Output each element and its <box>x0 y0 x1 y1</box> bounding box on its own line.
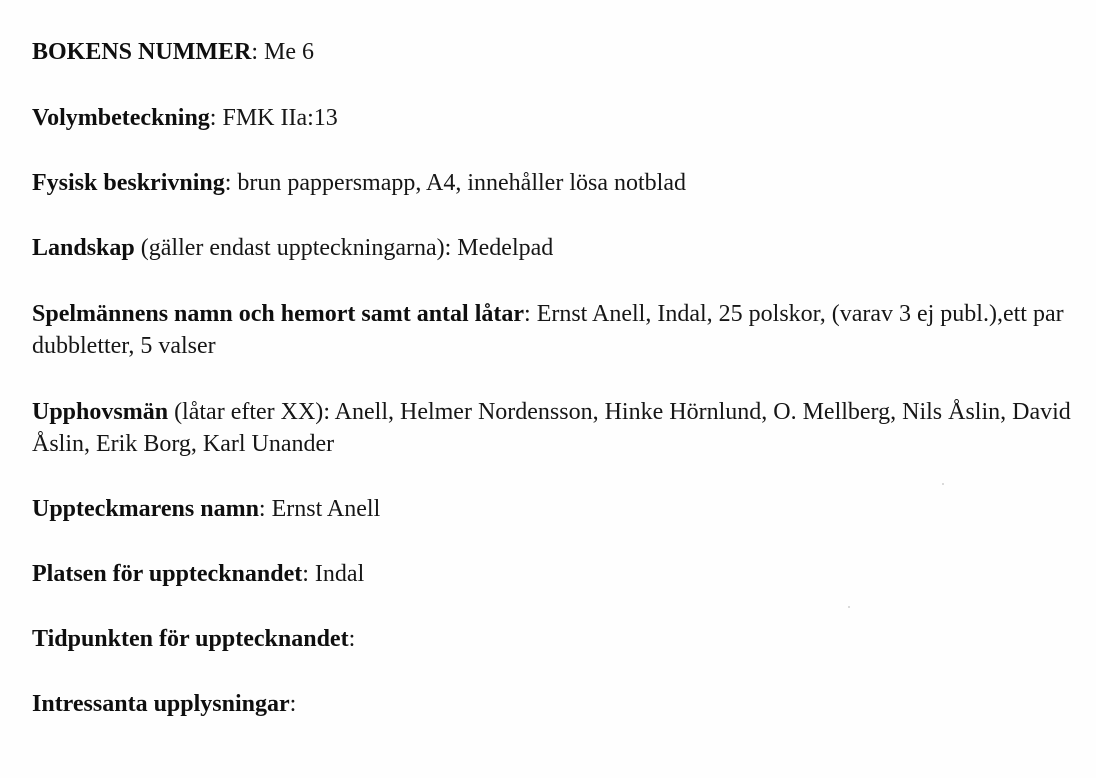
field-volymbeteckning <box>32 102 1072 134</box>
field-intressanta-upplysningar <box>32 688 1072 720</box>
field-label: Platsen för upptecknandet <box>32 561 303 587</box>
field-label: BOKENS NUMMER <box>32 39 252 65</box>
field-spelmannens-namn <box>32 298 1072 362</box>
field-platsen-for-upptecknandet <box>32 558 1072 590</box>
field-label: Landskap <box>32 235 135 261</box>
field-separator: : <box>524 301 531 327</box>
field-separator: : <box>302 561 309 587</box>
field-separator: : <box>348 626 356 652</box>
field-tidpunkten-for-upptecknandet <box>32 623 1072 655</box>
field-value: Ernst Anell, Indal, 25 polskor, (varav 3 ej publ.),ett par dubbletter, 5 valser <box>32 301 1064 359</box>
field-bokens-nummer <box>32 36 1072 68</box>
field-uppteckmarens-namn <box>32 493 1072 525</box>
field-separator: : <box>209 105 217 131</box>
field-value: Medelpad <box>451 235 554 261</box>
field-value: FMK IIa:13 <box>216 105 338 131</box>
scan-speck <box>848 606 850 608</box>
field-upphovsman <box>32 396 1072 460</box>
field-value: Me 6 <box>258 39 315 65</box>
field-label: Fysisk beskrivning <box>32 170 225 196</box>
field-label: Spelmännens namn och hemort samt antal låtar <box>32 301 525 327</box>
field-label: Upphovsmän <box>32 399 169 425</box>
scan-speck <box>942 483 944 485</box>
field-value: Anell, Helmer Nordensson, Hinke Hörnlund, O. Mellberg, Nils Åslin, David Åslin, Erik Borg, Karl Unander <box>32 399 1071 457</box>
field-landskap <box>32 232 1072 264</box>
field-separator: : <box>323 399 330 425</box>
field-label: Tidpunkten för upptecknandet <box>32 626 349 652</box>
field-value: Ernst Anell <box>265 496 381 522</box>
field-value: brun pappersmapp, A4, innehåller lösa notblad <box>231 170 686 196</box>
field-qualifier: (gäller endast uppteckningarna) <box>134 235 445 261</box>
field-label: Uppteckmarens namn <box>32 496 259 522</box>
field-separator: : <box>224 170 232 196</box>
field-separator: : <box>251 39 259 65</box>
field-fysisk-beskrivning <box>32 167 1072 199</box>
field-separator: : <box>258 496 266 522</box>
field-separator: : <box>289 691 297 717</box>
field-separator: : <box>444 235 452 261</box>
field-qualifier: (låtar efter XX) <box>168 399 324 425</box>
field-label: Intressanta upplysningar <box>32 691 290 717</box>
field-value: Indal <box>308 561 365 587</box>
field-label: Volymbeteckning <box>32 105 210 131</box>
